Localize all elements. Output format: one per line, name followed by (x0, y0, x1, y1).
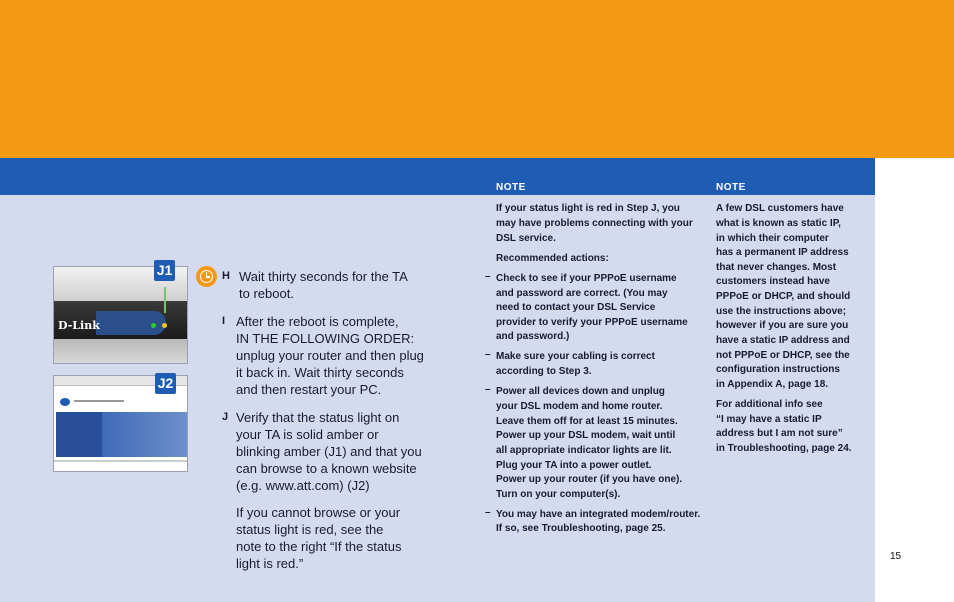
note1-line: Power all devices down and unplug (496, 386, 665, 397)
note1-line: You may have an integrated modem/router. (496, 509, 701, 520)
step-j-extra: light is red.” (236, 556, 304, 571)
step-i-line: unplug your router and then plug (236, 348, 424, 363)
power-led (151, 323, 156, 328)
note1-line: Power up your router (if you have one). (496, 474, 683, 485)
step-j-line: blinking amber (J1) and that you (236, 444, 422, 459)
browser-sidebar (56, 412, 102, 457)
note2-line: configuration instructions (716, 364, 840, 375)
note2-line: what is known as static IP, (716, 218, 841, 229)
note2-line: customers instead have (716, 276, 830, 287)
note1-line: Make sure your cabling is correct (496, 351, 655, 362)
step-j-extra: note to the right “If the status (236, 539, 402, 554)
clock-hand (206, 276, 210, 278)
step-j-extra: If you cannot browse or your (236, 505, 401, 520)
router-base (54, 339, 187, 363)
orange-header-band (0, 0, 954, 158)
note1-bullet: – (485, 349, 491, 360)
browser-banner (102, 412, 187, 457)
note2-line: not PPPoE or DHCP, see the (716, 350, 850, 361)
note2-line: For additional info see (716, 399, 823, 410)
note2-line: “I may have a static IP (716, 414, 822, 425)
note1-line: Leave them off for at least 15 minutes. (496, 416, 678, 427)
status-led (162, 323, 167, 328)
note1-bullet: – (485, 271, 491, 282)
note2-line: has a permanent IP address (716, 247, 849, 258)
j1-badge: J1 (154, 260, 175, 281)
note1-line: Check to see if your PPPoE username (496, 273, 677, 284)
step-i-letter: I (222, 315, 226, 327)
status-callout-line (164, 287, 166, 313)
router-brand: D-Link (58, 319, 100, 332)
step-i-line: it back in. Wait thirty seconds (236, 365, 404, 380)
step-h-line: Wait thirty seconds for the TA (239, 269, 408, 284)
note2-line: in Troubleshooting, page 24. (716, 443, 852, 454)
note1-bullet: – (485, 384, 491, 395)
note2-line: have a static IP address and (716, 335, 850, 346)
note1-bullet: – (485, 507, 491, 518)
step-j-line: Verify that the status light on (236, 410, 400, 425)
note1-line: provider to verify your PPPoE username (496, 317, 688, 328)
note1-line: DSL service. (496, 233, 556, 244)
note1-line: Plug your TA into a power outlet. (496, 460, 652, 471)
j2-badge: J2 (155, 373, 176, 394)
step-h-line: to reboot. (239, 286, 294, 301)
note2-line: A few DSL customers have (716, 203, 844, 214)
note1-heading: NOTE (496, 182, 526, 193)
note1-line: need to contact your DSL Service (496, 302, 656, 313)
note1-line: and password.) (496, 331, 570, 342)
note1-line: your DSL modem and home router. (496, 401, 663, 412)
note2-line: that never changes. Most (716, 262, 837, 273)
note2-line: PPPoE or DHCP, and should (716, 291, 851, 302)
att-logo-icon (60, 398, 70, 406)
step-h-letter: H (222, 270, 230, 282)
step-j-letter: J (222, 411, 229, 423)
step-i-line: IN THE FOLLOWING ORDER: (236, 331, 415, 346)
note2-line: in Appendix A, page 18. (716, 379, 829, 390)
note2-line: however if you are sure you (716, 320, 849, 331)
note1-line: Recommended actions: (496, 253, 609, 264)
right-margin (875, 158, 954, 602)
clock-icon (196, 266, 217, 287)
note2-line: use the instructions above; (716, 306, 847, 317)
browser-footer (54, 460, 187, 462)
note1-line: If so, see Troubleshooting, page 25. (496, 523, 666, 534)
note1-line: If your status light is red in Step J, you (496, 203, 680, 214)
step-j-line: (e.g. www.att.com) (J2) (236, 478, 370, 493)
note1-line: may have problems connecting with your (496, 218, 693, 229)
note2-line: address but I am not sure” (716, 428, 843, 439)
note2-heading: NOTE (716, 182, 746, 193)
step-i-line: and then restart your PC. (236, 382, 382, 397)
note1-line: Power up your DSL modem, wait until (496, 430, 676, 441)
note2-line: in which their computer (716, 233, 829, 244)
note1-line: according to Step 3. (496, 366, 592, 377)
step-j-line: can browse to a known website (236, 461, 417, 476)
page-number: 15 (890, 551, 902, 562)
note1-line: all appropriate indicator lights are lit. (496, 445, 672, 456)
step-j-line: your TA is solid amber or (236, 427, 379, 442)
note1-line: Turn on your computer(s). (496, 489, 621, 500)
step-i-line: After the reboot is complete, (236, 314, 399, 329)
note1-line: and password are correct. (You may (496, 288, 668, 299)
step-j-extra: status light is red, see the (236, 522, 384, 537)
browser-header-line (74, 400, 124, 402)
